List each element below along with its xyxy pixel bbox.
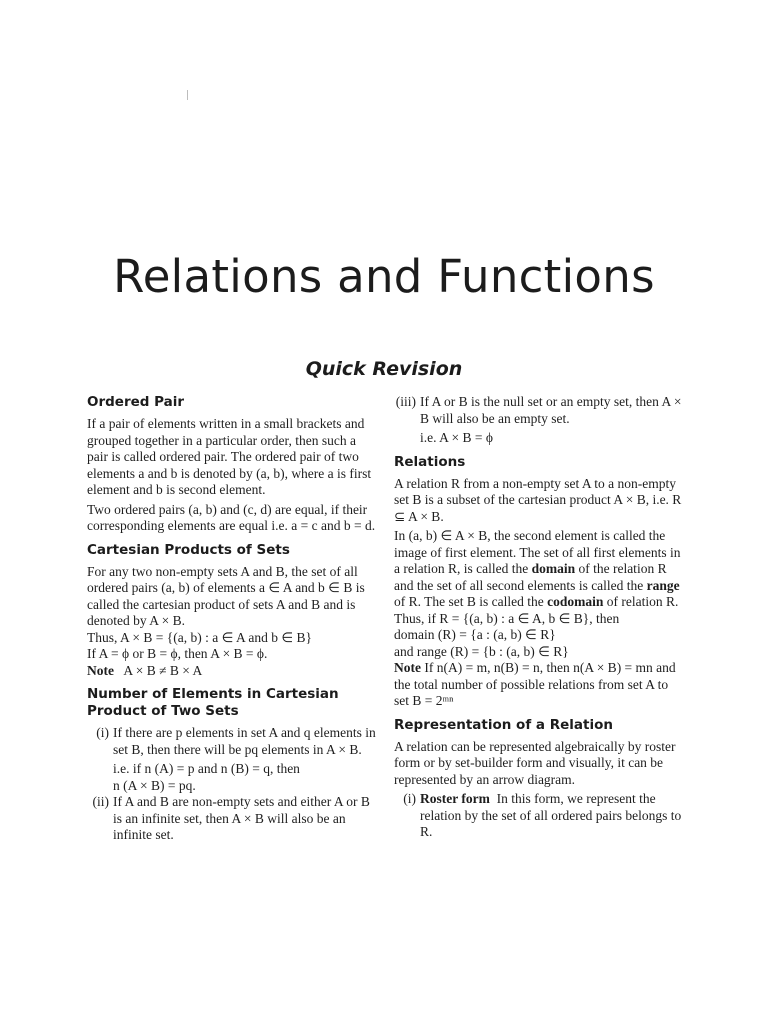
list-number: (iii)	[395, 394, 416, 409]
cartesian-definition-line: Thus, A × B = {(a, b) : a ∈ A and b ∈ B}	[87, 629, 312, 645]
chapter-title: Relations and Functions	[113, 250, 655, 303]
left-column	[87, 394, 377, 844]
right-column	[394, 394, 684, 841]
text-segment: In (a, b) ∈ A × B, the second element is called the image of first element. The set of all first elements in a relation R, is called the	[394, 528, 681, 576]
cartesian-paragraph: For any two non-empty sets A and B, the set of all ordered pairs (a, b) of elements a ∈ A and b ∈ B is called the cartesian product of sets A and B and is denoted by A × B.	[87, 563, 365, 628]
text-segment: of relation R.	[606, 594, 679, 609]
list-item-ii	[87, 794, 377, 844]
heading-cartesian-products: Cartesian Products of Sets	[87, 541, 290, 558]
representation-paragraph: A relation can be represented algebraically by roster form or by set-builder form and visually, it can be represented by an arrow diagram.	[394, 738, 676, 787]
list-text: If there are p elements in set A and q elements in set B, then there will be pq elements in A × B.	[113, 725, 376, 757]
relations-paragraph-2	[394, 528, 684, 611]
list-item-iii	[394, 394, 684, 427]
list-example-line-2: n (A × B) = pq.	[113, 777, 196, 793]
ordered-pair-paragraph-2: Two ordered pairs (a, b) and (c, d) are equal, if their corresponding elements are equal i.e. a = c and b = d.	[87, 501, 376, 533]
text-segment: of R. The set B is called the	[394, 594, 544, 609]
list-text	[420, 791, 684, 841]
section-title: Quick Revision	[305, 358, 463, 380]
list-number: (i)	[96, 725, 109, 740]
list-number: (ii)	[92, 794, 109, 809]
list-text: If A or B is the null set or an empty set, then A × B will also be an empty set.	[420, 394, 682, 426]
relations-note	[394, 660, 684, 710]
note-text: If n(A) = m, n(B) = n, then n(A × B) = mn and the total number of possible relations from set A to set B = 2ᵐⁿ	[394, 660, 676, 708]
heading-number-of-elements: Number of Elements in Cartesian Product of Two Sets	[87, 686, 339, 719]
term-codomain: codomain	[547, 594, 604, 609]
relations-thus-line-3: and range (R) = {b : (a, b) ∈ R}	[394, 643, 569, 659]
relations-thus-line-2: domain (R) = {a : (a, b) ∈ R}	[394, 627, 556, 642]
ordered-pair-paragraph-1: If a pair of elements written in a small brackets and grouped together in a particular order, then such a pair is called ordered pair. The ordered pair of two elements a and b is denoted by (a, b), where a is first element and b is second element.	[87, 416, 372, 497]
list-example-line-1: i.e. if n (A) = p and n (B) = q, then	[113, 761, 300, 776]
list-example-line: i.e. A × B = ϕ	[420, 430, 493, 445]
heading-ordered-pair: Ordered Pair	[87, 394, 185, 410]
term-domain: domain	[531, 561, 576, 576]
relations-thus-line-1: Thus, if R = {(a, b) : a ∈ A, b ∈ B}, then	[394, 610, 620, 626]
text-segment: of the relation R and the set of all second elements is called the	[394, 561, 667, 593]
list-number: (i)	[403, 791, 416, 806]
margin-tick-mark	[187, 90, 188, 100]
note-label: Note	[87, 662, 114, 678]
term-roster-form: Roster form	[420, 791, 490, 806]
cartesian-empty-line: If A = ϕ or B = ϕ, then A × B = ϕ.	[87, 646, 268, 661]
cartesian-note	[87, 663, 377, 680]
list-item-roster	[394, 791, 684, 841]
list-item-i	[87, 725, 377, 758]
list-text: If A and B are non-empty sets and either A or B is an infinite set, then A × B will also be an infinite set.	[113, 794, 370, 842]
note-text: A × B ≠ B × A	[123, 662, 203, 678]
heading-representation: Representation of a Relation	[394, 716, 613, 733]
note-label: Note	[394, 660, 421, 675]
roster-text: In this form, we represent the relation by the set of all ordered pairs belongs to R.	[420, 791, 682, 839]
heading-relations: Relations	[394, 453, 466, 470]
relations-paragraph-1: A relation R from a non-empty set A to a non-empty set B is a subset of the cartesian product A × B, i.e. R ⊆ A × B.	[394, 475, 682, 524]
term-range: range	[646, 577, 680, 593]
